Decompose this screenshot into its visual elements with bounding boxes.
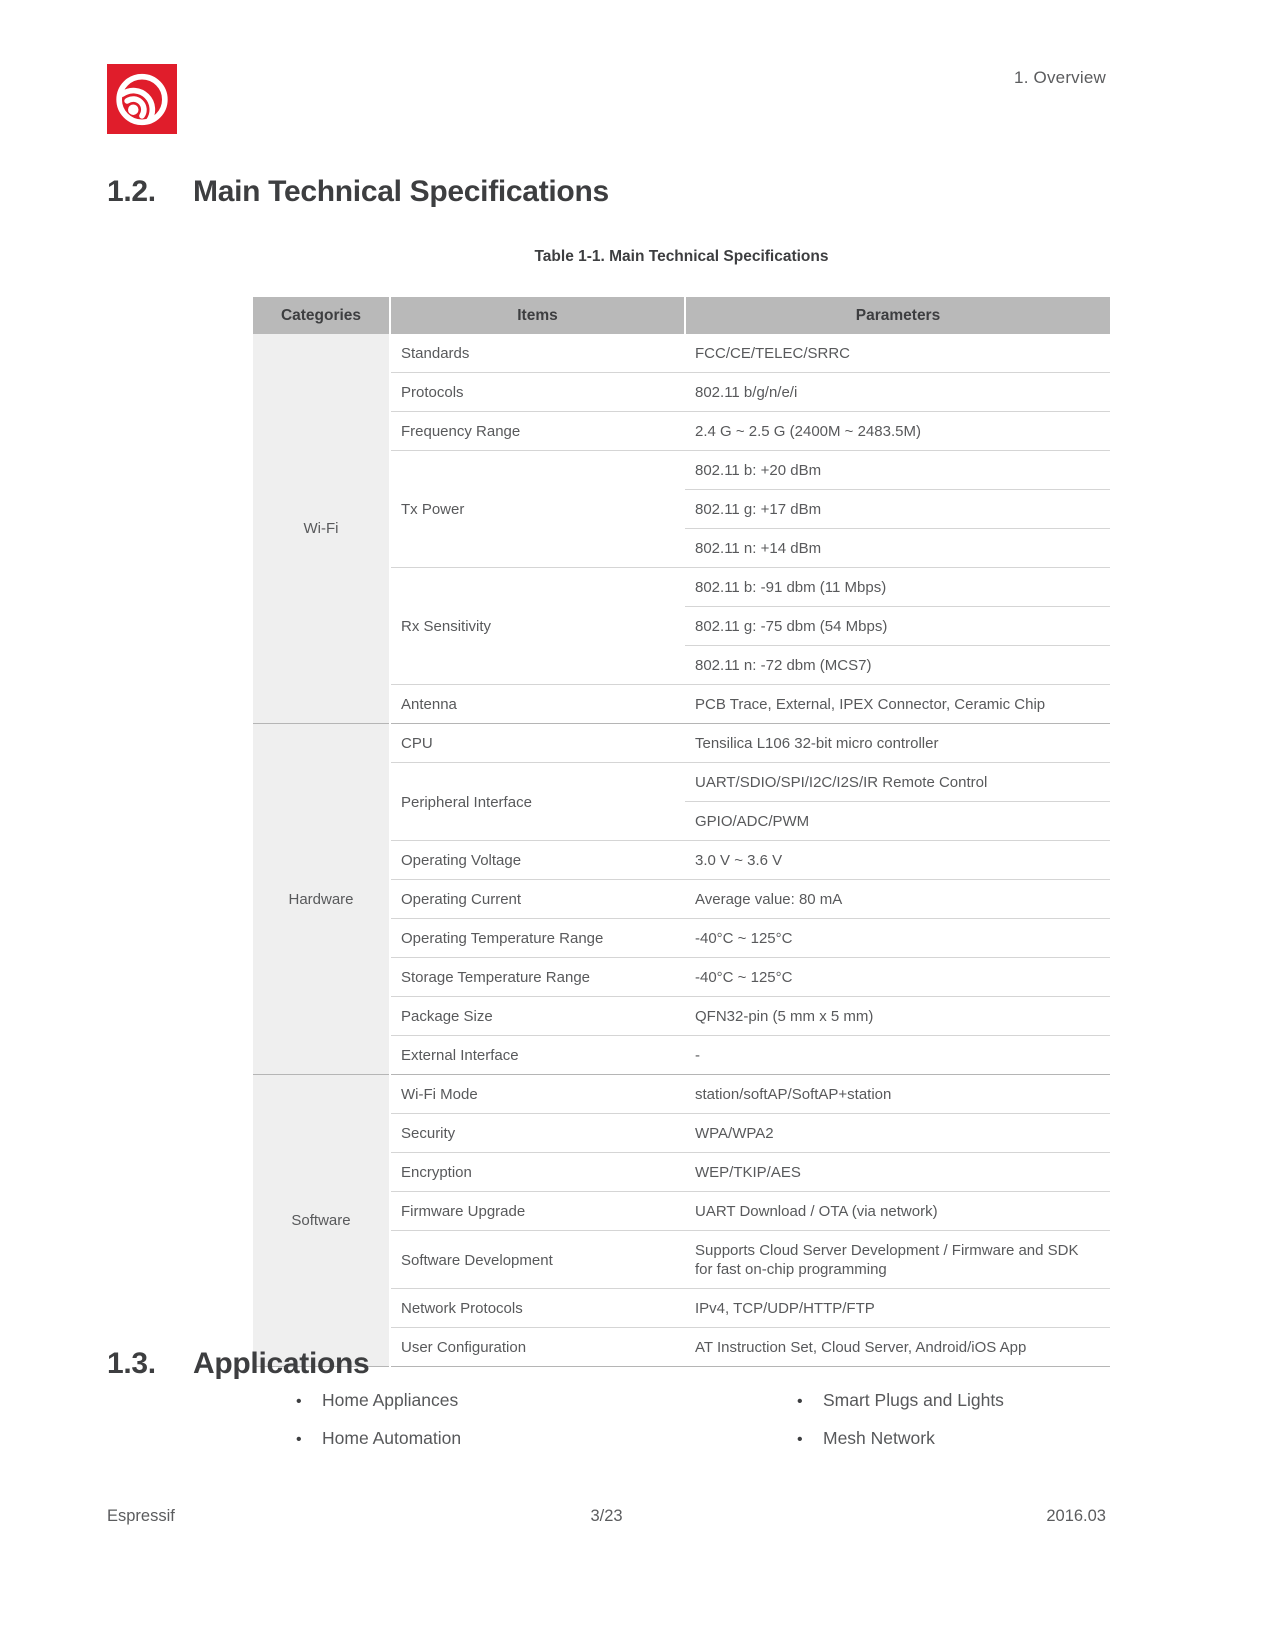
item-cell: Firmware Upgrade	[390, 1192, 685, 1231]
table-row	[253, 334, 1110, 373]
item-cell: Rx Sensitivity	[390, 568, 685, 685]
param-cell: 2.4 G ~ 2.5 G (2400M ~ 2483.5M)	[685, 412, 1110, 451]
group-software	[253, 1075, 1110, 1367]
item-cell: Operating Voltage	[390, 841, 685, 880]
item-cell: Frequency Range	[390, 412, 685, 451]
applications-list-right	[797, 1390, 1004, 1466]
item-cell: Network Protocols	[390, 1289, 685, 1328]
item-cell: Operating Current	[390, 880, 685, 919]
table-header-row	[253, 297, 1110, 334]
item-cell: Antenna	[390, 685, 685, 724]
bullet-icon: •	[797, 1431, 803, 1448]
param-cell: station/softAP/SoftAP+station	[685, 1075, 1110, 1114]
param-cell: -	[685, 1036, 1110, 1075]
param-cell: 802.11 g: -75 dbm (54 Mbps)	[685, 607, 1110, 646]
list-item-label: Home Automation	[322, 1428, 462, 1448]
bullet-icon: •	[296, 1393, 302, 1410]
item-cell: Operating Temperature Range	[390, 919, 685, 958]
section-heading-1-3	[107, 1347, 369, 1381]
param-cell: WPA/WPA2	[685, 1114, 1110, 1153]
param-cell: -40°C ~ 125°C	[685, 958, 1110, 997]
footer-page-number: 3/23	[590, 1507, 623, 1525]
column-header-categories: Categories	[253, 297, 390, 334]
list-item	[296, 1428, 461, 1449]
section-title: Main Technical Specifications	[193, 175, 609, 208]
param-cell: QFN32-pin (5 mm x 5 mm)	[685, 997, 1110, 1036]
table-row	[253, 1075, 1110, 1114]
param-cell: UART/SDIO/SPI/I2C/I2S/IR Remote Control	[685, 763, 1110, 802]
item-cell: CPU	[390, 724, 685, 763]
espressif-logo-icon	[107, 64, 177, 134]
param-cell: -40°C ~ 125°C	[685, 919, 1110, 958]
category-cell: Software	[253, 1075, 390, 1367]
param-cell: 802.11 n: -72 dbm (MCS7)	[685, 646, 1110, 685]
section-title: Applications	[193, 1347, 370, 1380]
group-wifi	[253, 334, 1110, 724]
section-number: 1.3.	[107, 1347, 156, 1380]
table-caption: Table 1-1. Main Technical Specifications	[534, 248, 829, 265]
item-cell: Encryption	[390, 1153, 685, 1192]
category-cell: Wi-Fi	[253, 334, 390, 724]
list-item	[797, 1390, 1004, 1411]
bullet-icon: •	[797, 1393, 803, 1410]
param-cell: IPv4, TCP/UDP/HTTP/FTP	[685, 1289, 1110, 1328]
item-cell: Package Size	[390, 997, 685, 1036]
item-cell: Security	[390, 1114, 685, 1153]
item-cell: Software Development	[390, 1231, 685, 1289]
item-cell: Standards	[390, 334, 685, 373]
param-cell: Tensilica L106 32-bit micro controller	[685, 724, 1110, 763]
item-cell: External Interface	[390, 1036, 685, 1075]
param-cell: 802.11 n: +14 dBm	[685, 529, 1110, 568]
column-header-items: Items	[390, 297, 685, 334]
section-heading-1-2	[107, 175, 609, 209]
param-cell: 802.11 g: +17 dBm	[685, 490, 1110, 529]
param-cell: PCB Trace, External, IPEX Connector, Ceramic Chip	[685, 685, 1110, 724]
param-cell: Supports Cloud Server Development / Firmware and SDK for fast on-chip programming	[685, 1231, 1110, 1289]
spec-table	[253, 297, 1110, 1367]
list-item	[296, 1390, 461, 1411]
list-item-label: Smart Plugs and Lights	[823, 1390, 1004, 1410]
list-item	[797, 1428, 1004, 1449]
param-cell: FCC/CE/TELEC/SRRC	[685, 334, 1110, 373]
item-cell: User Configuration	[390, 1328, 685, 1367]
column-header-parameters: Parameters	[685, 297, 1110, 334]
param-cell: AT Instruction Set, Cloud Server, Android/iOS App	[685, 1328, 1110, 1367]
item-cell: Storage Temperature Range	[390, 958, 685, 997]
param-cell: GPIO/ADC/PWM	[685, 802, 1110, 841]
item-cell: Peripheral Interface	[390, 763, 685, 841]
table-row	[253, 724, 1110, 763]
espressif-logo	[107, 64, 177, 134]
footer-date: 2016.03	[1046, 1507, 1106, 1525]
param-cell: 802.11 b: +20 dBm	[685, 451, 1110, 490]
param-cell: 802.11 b: -91 dbm (11 Mbps)	[685, 568, 1110, 607]
param-cell: WEP/TKIP/AES	[685, 1153, 1110, 1192]
bullet-icon: •	[296, 1431, 302, 1448]
param-cell: 802.11 b/g/n/e/i	[685, 373, 1110, 412]
running-head: 1. Overview	[1014, 68, 1106, 87]
item-cell: Protocols	[390, 373, 685, 412]
group-hardware	[253, 724, 1110, 1075]
page-footer	[107, 1507, 1106, 1526]
section-number: 1.2.	[107, 175, 156, 208]
list-item-label: Mesh Network	[823, 1428, 935, 1448]
category-cell: Hardware	[253, 724, 390, 1075]
footer-company: Espressif	[107, 1507, 175, 1525]
item-cell: Wi-Fi Mode	[390, 1075, 685, 1114]
applications-list-left	[296, 1390, 461, 1466]
list-item-label: Home Appliances	[322, 1390, 459, 1410]
item-cell: Tx Power	[390, 451, 685, 568]
param-cell: 3.0 V ~ 3.6 V	[685, 841, 1110, 880]
param-cell: UART Download / OTA (via network)	[685, 1192, 1110, 1231]
param-cell: Average value: 80 mA	[685, 880, 1110, 919]
